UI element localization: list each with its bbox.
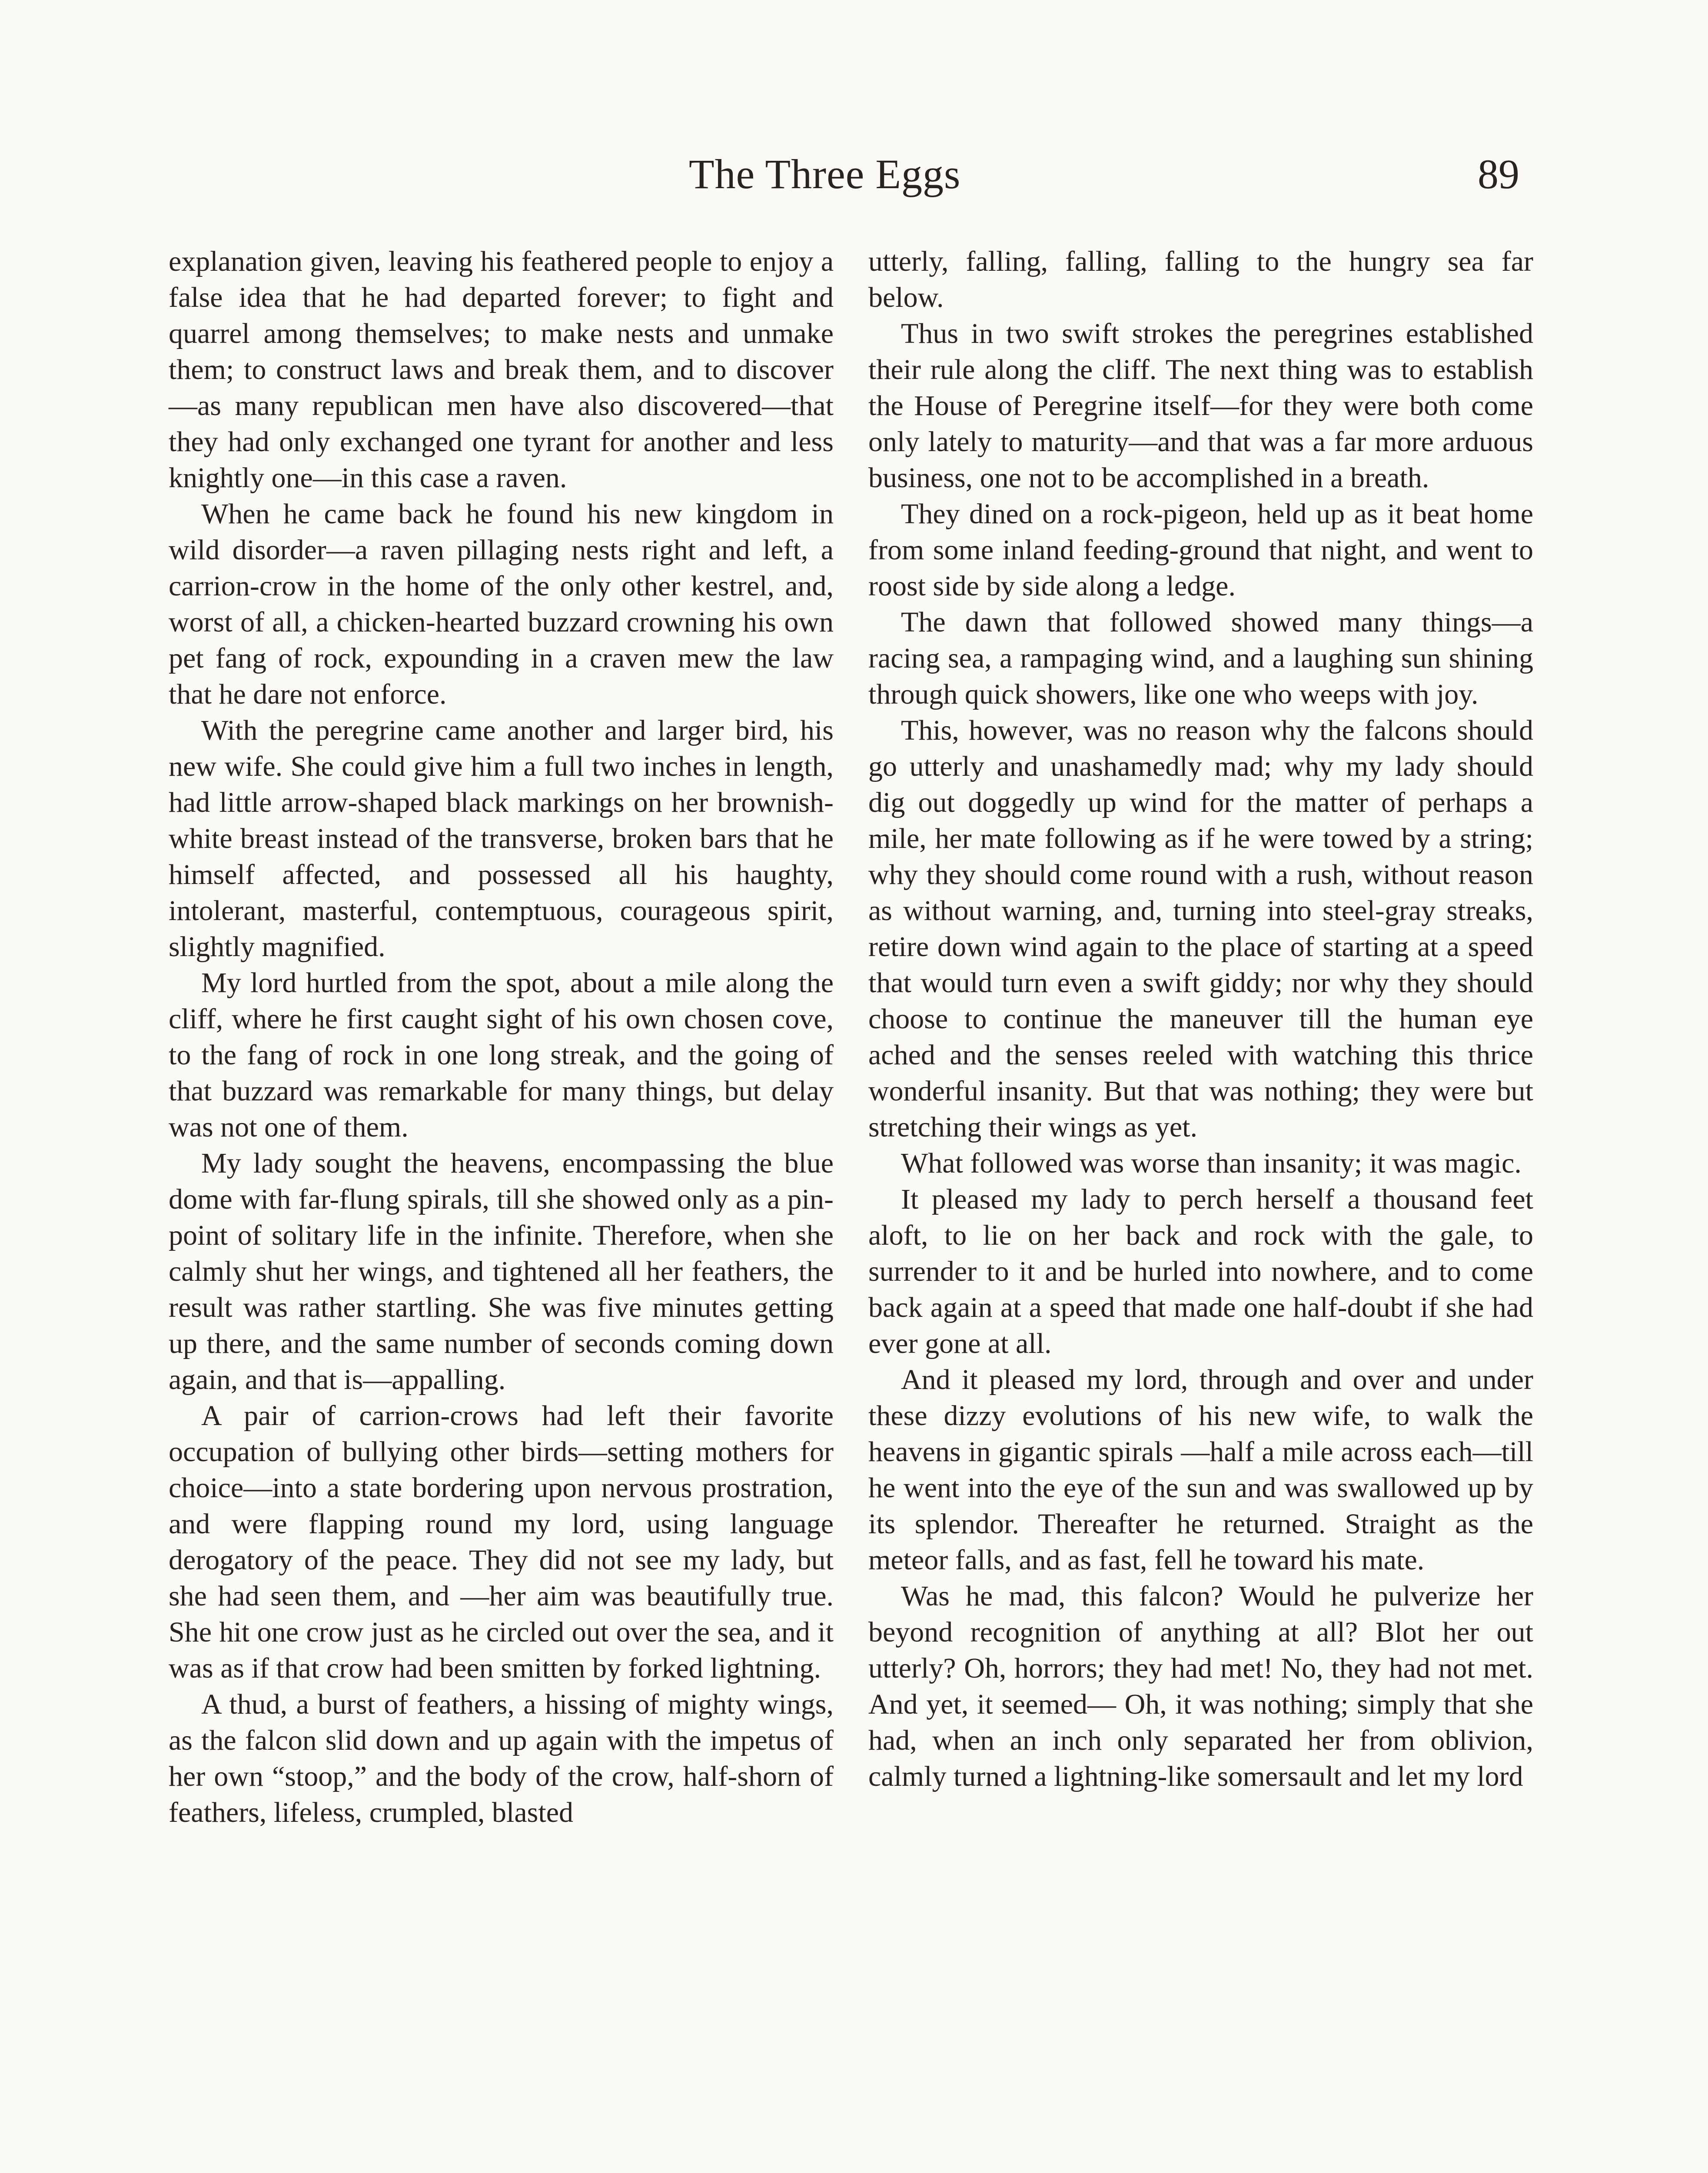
running-title: The Three Eggs [689,151,961,197]
paragraph: My lady sought the heavens, encompassing the blue dome with far-flung spirals, till she showed only as a pin-point of solitary life in the infinite. Therefore, when she calmly shut her wings, and tightened all her feathers, the result was rather startling. She was five minutes getting up there, and the same number of seconds coming down again, and that is—appalling. [169,1147,834,1396]
paragraph: utterly, falling, falling, falling to the hungry sea far below. [868,246,1533,313]
paragraph: Thus in two swift strokes the peregrines established their rule along the cliff. The next thing was to establish the House of Peregrine itself—for they were both come only lately to maturity—and that was a far more arduous business, one not to be accomplished in a breath. [868,318,1533,494]
paragraph: They dined on a rock-pigeon, held up as it beat home from some inland feeding-ground that night, and went to roost side by side along a ledge. [868,498,1533,602]
paragraph: What followed was worse than insanity; it was magic. [901,1147,1522,1179]
left-column [169,243,834,1831]
paragraph: The dawn that followed showed many things—a racing sea, a rampaging wind, and a laughing sun shining through quick showers, like one who weeps with joy. [868,606,1533,710]
paragraph: It pleased my lady to perch herself a thousand feet aloft, to lie on her back and rock with the gale, to surrender to it and be hurled into nowhere, and to come back again at a speed that made one half-doubt if she had ever gone at all. [868,1183,1533,1359]
paragraph: When he came back he found his new kingdom in wild disorder—a raven pillaging nests right and left, a carrion-crow in the home of the only other kestrel, and, worst of all, a chicken-hearted buzzard crowning his own pet fang of rock, expounding in a craven mew the law that he dare not enforce. [169,498,834,710]
paragraph: A pair of carrion-crows had left their favorite occupation of bullying other birds—setting mothers for choice—into a state bordering upon nervous prostration, and were flapping round my lord, using language derogatory of the peace. They did not see my lady, but she had seen them, and —her aim was beautifully true. She hit one crow just as he circled out over the sea, and it was as if that crow had been smitten by forked lightning. [169,1400,834,1684]
right-column [868,243,1533,1794]
paragraph: A thud, a burst of feathers, a hissing of mighty wings, as the falcon slid down and up again with the impetus of her own “stoop,” and the body of the crow, half-shorn of feathers, lifeless, crumpled, blasted [169,1688,834,1828]
page-header [0,150,1708,206]
paragraph: My lord hurtled from the spot, about a mile along the cliff, where he first caught sight of his own chosen cove, to the fang of rock in one long streak, and the going of that buzzard was remarkable for many things, but delay was not one of them. [169,967,834,1143]
paragraph: explanation given, leaving his feathered people to enjoy a false idea that he had departed forever; to fight and quarrel among themselves; to make nests and unmake them; to construct laws and break them, and to discover—as many republican men have also discovered—that they had only exchanged one tyrant for another and less knightly one—in this case a raven. [169,246,834,494]
paragraph: This, however, was no reason why the falcons should go utterly and unashamedly mad; why my lady should dig out doggedly up wind for the matter of perhaps a mile, her mate following as if he were towed by a string; why they should come round with a rush, without reason as without warning, and, turning into steel-gray streaks, retire down wind again to the place of starting at a speed that would turn even a swift giddy; nor why they should choose to continue the maneuver till the human eye ached and the senses reeled with watching this thrice wonderful insanity. But that was nothing; they were but stretching their wings as yet. [868,714,1533,1143]
page-number: 89 [1478,151,1519,197]
paragraph: And it pleased my lord, through and over and under these dizzy evolutions of his new wife, to walk the heavens in gigantic spirals —half a mile across each—till he went into the eye of the sun and was swallowed up by its splendor. Thereafter he returned. Straight as the meteor falls, and as fast, fell he toward his mate. [868,1364,1533,1576]
paragraph: With the peregrine came another and larger bird, his new wife. She could give him a full two inches in length, had little arrow-shaped black markings on her brownish-white breast instead of the transverse, broken bars that he himself affected, and possessed all his haughty, intolerant, masterful, contemptuous, courageous spirit, slightly magnified. [169,714,834,963]
paragraph: Was he mad, this falcon? Would he pulverize her beyond recognition of anything at all? Blot her out utterly? Oh, horrors; they had met! No, they had not met. And yet, it seemed— Oh, it was nothing; simply that she had, when an inch only separated her from oblivion, calmly turned a lightning-like somersault and let my lord [868,1580,1533,1792]
